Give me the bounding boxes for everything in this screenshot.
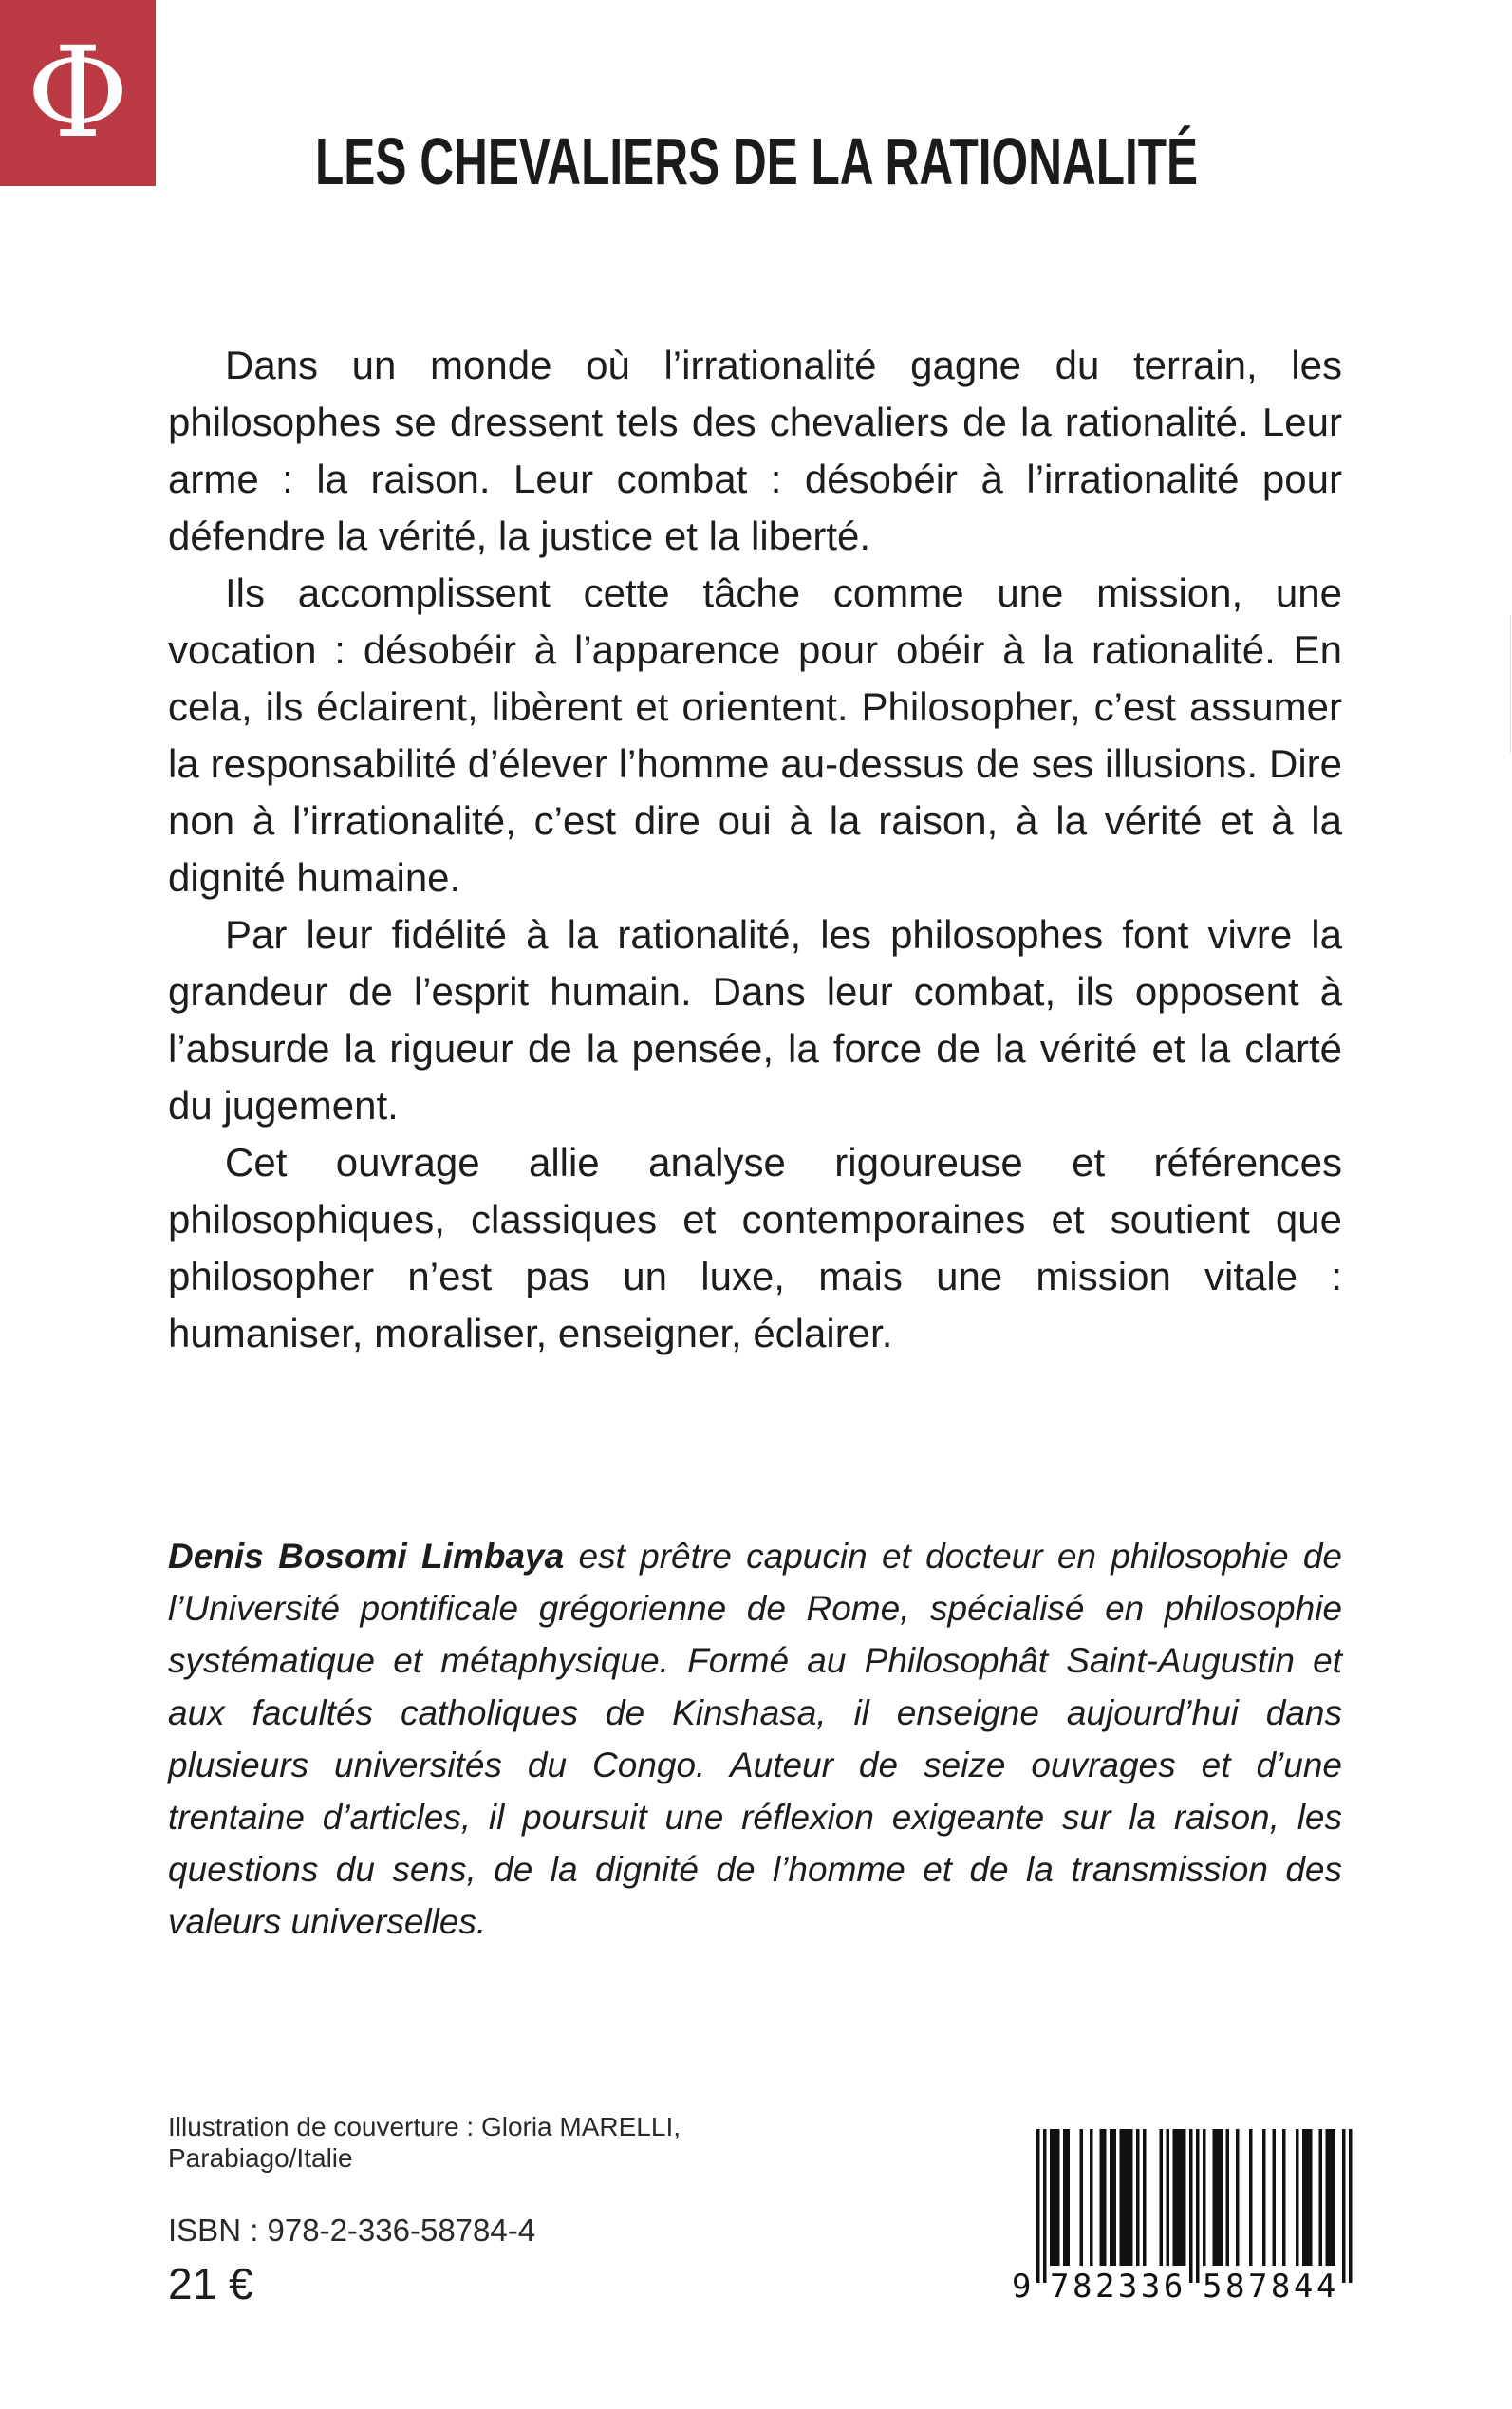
isbn: ISBN : 978-2-336-58784-4: [168, 2213, 536, 2248]
illustration-credit-line: Parabiago/Italie: [168, 2143, 353, 2173]
svg-text:587844: 587844: [1203, 2268, 1339, 2306]
phi-icon: Φ: [26, 20, 130, 166]
blurb-paragraph: Ils accomplissent cette tâche comme une mission, une vocation : désobéir à l’apparence pour obéir à la rationalité. En cela, ils éclairent, libèrent et orientent. Philosopher, c’est assumer la responsabilité d’élever l’homme au-dessus de ses illusions. Dire non à l’irrationalité, c’est dire oui à la raison, à la vérité et à la dignité humaine.: [168, 570, 1342, 900]
author-bio-text: est prêtre capucin et docteur en philosophie de l’Université pontificale grégorienne de Rome, spécialisé en philosophie systématique et métaphysique. Formé au Philosophât Saint-Augustin et aux facultés catholiques de Kinshasa, il enseigne aujourd’hui dans plusieurs universités du Congo. Auteur de seize ouvrages et d’une trentaine d’articles, il poursuit une réflexion exigeante sur la raison, les questions du sens, de la dignité de l’homme et de la transmission des valeurs universelles.: [168, 1537, 1342, 1941]
back-cover-blurb: [168, 337, 1342, 1362]
author-name: Denis Bosomi Limbaya: [168, 1537, 565, 1576]
spine-edge-mark: [1510, 615, 1511, 753]
isbn-barcode: [1006, 2117, 1357, 2306]
barcode-icon: [1006, 2117, 1357, 2306]
svg-text:9: 9: [1012, 2268, 1032, 2306]
book-title: LES CHEVALIERS DE LA RATIONALITÉ: [315, 124, 1199, 198]
blurb-paragraph: Dans un monde où l’irrationalité gagne du terrain, les philosophes se dressent tels des chevaliers de la rationalité. Leur arme : la raison. Leur combat : désobéir à l’irrationalité pour défendre la vérité, la justice et la liberté.: [168, 343, 1342, 558]
illustration-credit: [168, 2111, 832, 2174]
price: 21 €: [168, 2259, 253, 2308]
publisher-logo: [0, 0, 156, 186]
author-bio: [168, 1530, 1342, 1948]
illustration-credit-line: Illustration de couverture : Gloria MARELLI,: [168, 2112, 681, 2141]
blurb-paragraph: Par leur fidélité à la rationalité, les philosophes font vivre la grandeur de l’esprit humain. Dans leur combat, ils opposent à l’absurde la rigueur de la pensée, la force de la vérité et la clarté du jugement.: [168, 912, 1342, 1128]
svg-text:782336: 782336: [1050, 2268, 1186, 2306]
blurb-paragraph: Cet ouvrage allie analyse rigoureuse et références philosophiques, classiques et contemporaines et soutient que philosopher n’est pas un luxe, mais une mission vitale : humaniser, moraliser, enseigner, éclairer.: [168, 1140, 1342, 1355]
